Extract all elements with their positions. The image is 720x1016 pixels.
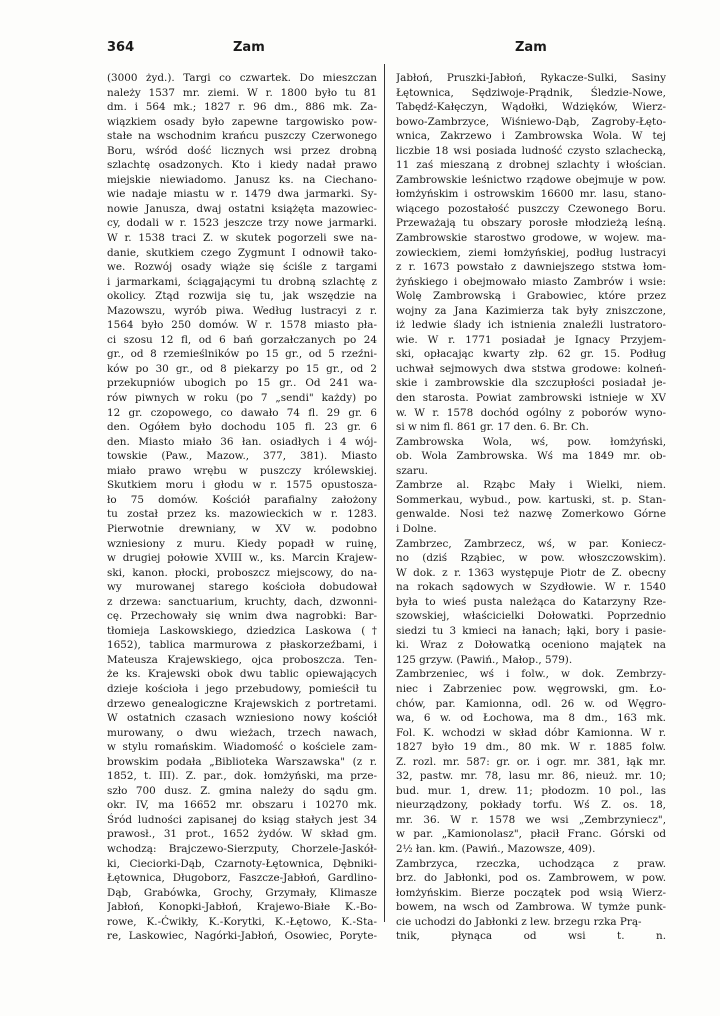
text-line: wiązkiem osady było zapewne targowisko pow-	[107, 115, 377, 128]
text-line: wa, 6 w. od Łochowa, ma 8 dm., 163 mk.	[396, 712, 666, 725]
text-line: re, Laskowiec, Nagórki-Jabłoń, Osowiec, Poryte-	[107, 930, 377, 943]
page-number: 364	[107, 40, 135, 55]
text-line: 1564 było 250 domów. W r. 1578 miasto pła-	[107, 319, 377, 332]
text-line: w par. „Kamionolasz", płacił Franc. Górski od	[396, 828, 666, 841]
text-line: i Dolne.	[396, 522, 437, 535]
text-line: den. Miasto miało 36 łan. osiadłych i 4 wój-	[107, 435, 377, 448]
text-line: Zambrze al. Rząbc Mały i Wielki, niem.	[396, 479, 666, 492]
text-line: W r. 1538 traci Z. w skutek pogorzeli swe na-	[107, 232, 377, 245]
left-column	[107, 71, 377, 944]
text-line: W dok. z r. 1363 występuje Piotr de Z. obecny	[396, 566, 666, 579]
text-line: tłomieja Laskowskiego, dziedzica Laskowa (†	[107, 624, 377, 637]
text-line: ło 75 domów. Kościół parafialny założony	[107, 493, 377, 506]
text-line: Zambrzec, Zambrzecz, wś, w par. Koniecz-	[396, 537, 666, 550]
right-running-head: Zam	[515, 40, 547, 55]
text-line: wie. W r. 1771 posiadał je Ignacy Przyjem-	[396, 333, 666, 346]
text-line: den starosta. Powiat zambrowski istnieje w XV	[396, 392, 666, 405]
text-line: żyńskiego i obejmowało miasto Zambrów i wsie:	[396, 275, 666, 288]
text-line: ob. Wola Zambrowska. Wś ma 1849 mr. ob-	[396, 450, 666, 463]
text-line: skie i zambrowskie dla szczupłości posiadał je-	[396, 377, 666, 390]
text-line: wojny za Jana Kazimierza tak były zniszczone,	[396, 304, 666, 317]
text-line: ków po 30 gr., od 8 piekarzy po 15 gr., od 2	[107, 362, 377, 375]
text-line: (3000 żyd.). Targi co czwartek. Do mieszczan	[107, 72, 377, 84]
text-line: nieurządzony, pokłady torfu. Wś Z. os. 18,	[396, 799, 666, 812]
text-line: towskie (Paw., Mazow., 377, 381). Miasto	[107, 450, 377, 463]
text-line: Tabędź-Kałęczyn, Wądołki, Wdzięków, Wierz-	[396, 101, 666, 114]
text-line: si w nim fl. 861 gr. 17 den. 6. Br. Ch.	[396, 421, 589, 434]
text-line: ski, opłacając kwarty złp. 62 gr. 15. Podług	[396, 348, 666, 361]
text-line: Boru, wśród dość licznych wsi przez drobną	[107, 144, 377, 157]
text-line: łomżyńskim. Bierze początek pod wsią Wierz-	[396, 886, 666, 899]
text-line: Przeważają tu obszary porosłe młodzieżą leśną.	[396, 217, 666, 230]
text-line: iż ledwie ślady ich istnienia znaleźli lustratoro-	[396, 319, 666, 332]
text-line: liczbie 18 wsi posiada ludność czysto szlachecką,	[396, 144, 666, 157]
text-line: miejskie niewiadomo. Janusz ks. na Ciechano-	[107, 173, 377, 186]
text-line: Śród ludności zapisanej do ksiąg stałych jest 34	[107, 813, 377, 826]
text-line: Zambrzyca, rzeczka, uchodząca z praw.	[396, 857, 666, 870]
text-line: dm. i 564 mk.; 1827 r. 96 dm., 886 mk. Za-	[107, 101, 377, 114]
text-line: Mazowszu, wyrób piwa. Według lustracyi z r.	[107, 304, 377, 317]
text-line: wy murowanej starego kościoła dobudował	[107, 581, 377, 594]
column-divider	[384, 64, 385, 922]
text-line: dzieje kościoła i jego przebudowy, pomieścił tu	[107, 682, 377, 695]
text-line: Jabłoń, Pruszki-Jabłoń, Rykacze-Sulki, Sasiny	[396, 72, 666, 84]
text-line: Łętownica, Sędziwoje-Prądnik, Śledzie-Nowe,	[396, 86, 666, 99]
text-line: no (dziś Rząbiec, w pow. włoszczowskim).	[396, 552, 666, 565]
text-line: 125 grzyw. (Pawiń., Małop., 579).	[396, 653, 573, 666]
text-line: szło 700 dusz. Z. gmina należy do sądu gm.	[107, 784, 377, 797]
text-line: cy, dodali w r. 1523 jeszcze trzy nowe jarmarki.	[107, 217, 377, 230]
text-line: we. Rozwój osady wiąże się ściśle z targami	[107, 261, 377, 274]
text-line: siedzi tu 3 kmieci na łanach; łąki, bory i pasie-	[396, 624, 666, 637]
text-line: den. Ogółem było dochodu 105 fl. 23 gr. 6	[107, 421, 377, 434]
text-line: szaru.	[396, 464, 428, 477]
text-line: przekupniów ubogich po 15 gr.. Od 241 wa-	[107, 377, 377, 390]
text-line: była to wieś pusta należąca do Katarzyny Rze-	[396, 595, 666, 608]
text-line: ki, Cieciorki-Dąb, Czarnoty-Łętownica, Dębniki-	[107, 857, 377, 870]
text-line: Zambrowskie leśnictwo rządowe obejmuje w pow.	[396, 173, 666, 186]
text-line: szlachtę osadzonych. Kto i kiedy nadał prawo	[107, 159, 377, 172]
text-line: 32, pastw. mr. 78, lasu mr. 86, nieuż. mr. 10;	[396, 770, 666, 783]
text-line: Zambrzeniec, wś i folw., w dok. Zembrzy-	[396, 668, 666, 681]
text-line: Zambrowskie starostwo grodowe, w wojew. ma-	[396, 232, 666, 245]
text-line: miało prawo wrębu w puszczy królewskiej.	[107, 464, 377, 477]
text-line: Fol. K. wchodzi w skład dóbr Kamionna. W r.	[396, 726, 666, 739]
text-line: brz. do Jabłonki, pod os. Zambrowem, w pow.	[396, 872, 666, 885]
text-line: rów piwnych w roku (po 7 „sendi" każdy) po	[107, 392, 377, 405]
text-line: wiącego pozostałość puszczy Czewonego Boru.	[396, 202, 666, 215]
text-line: w. W r. 1578 dochód ogólny z poborów wyno-	[396, 406, 666, 419]
text-line: gr., od 8 rzemieślników po 15 gr., od 5 rzeźni-	[107, 348, 377, 361]
text-line: mr. 36. W r. 1578 we wsi „Zembrzyniecz",	[396, 813, 666, 826]
text-line: Skutkiem moru i głodu w r. 1575 opustosza-	[107, 479, 377, 492]
text-line: na rokach sądowych w Szydłowie. W r. 1540	[396, 581, 666, 594]
text-line: 2½ łan. km. (Pawiń., Mazowsze, 409).	[396, 842, 596, 855]
text-line: okolicy. Ztąd rozwija się tu, jak wszędzie na	[107, 290, 377, 303]
text-line: cę. Przechowały się wnim dwa nagrobki: Bar-	[107, 610, 377, 623]
text-line: i jarmarkami, ściągającymi tu drobną szlachtę z	[107, 275, 377, 288]
text-line: stałe na wschodnim krańcu puszczy Czerwonego	[107, 130, 377, 143]
right-column	[396, 71, 666, 944]
text-line: łomżyńskim i ostrowskim 16600 mr. lasu, stano-	[396, 188, 666, 201]
text-line: drzewo genealogiczne Krajewskich z portretami.	[107, 697, 377, 710]
text-line: Z. rozl. mr. 587: gr. or. i ogr. mr. 381, łąk mr.	[396, 755, 666, 768]
text-line: uchwał sejmowych dwa ststwa grodowe: kolneń-	[396, 362, 666, 375]
text-line: danie, skutkiem czego Zygmunt I odnowił tako-	[107, 246, 377, 259]
text-line: murowany, o dwu wieżach, trzech nawach,	[107, 726, 377, 739]
text-line: Łętownica, Długoborz, Faszcze-Jabłoń, Gardlino-	[107, 872, 377, 885]
text-line: z r. 1673 powstało z dawniejszego ststwa łom-	[396, 261, 666, 274]
text-line: niec i Zabrzeniec pow. węgrowski, gm. Ło-	[396, 682, 666, 695]
text-line: nowie Janusza, dwaj ostatni książęta mazowiec-	[107, 202, 377, 215]
left-running-head: Zam	[233, 40, 265, 55]
text-line: 11 zaś mieszaną z drobnej szlachty i włościan.	[396, 159, 666, 172]
text-line: Jabłoń, Konopki-Jabłoń, Krajewo-Białe K.-Bo-	[107, 901, 377, 914]
text-line: cie uchodzi do Jabłonki z lew. brzegu rzka Prą-	[396, 915, 642, 928]
text-line: należy 1537 mr. ziemi. W r. 1800 było tu 81	[107, 86, 377, 99]
text-line: Mateusza Krajewskiego, ojca proboszcza. Ten-	[107, 653, 377, 666]
text-line: szowskiej, właścicielki Dołowatki. Poprzednio	[396, 610, 666, 623]
text-line: zowieckiem, ziemi łomżyńskiej, podług lustracyi	[396, 246, 666, 259]
text-line: w stylu romańskim. Wiadomość o kościele zam-	[107, 741, 377, 754]
text-line: że ks. Krajewski obok dwu tablic opiewających	[107, 668, 377, 681]
text-line: prawosł., 31 prot., 1652 żydów. W skład gm.	[107, 828, 377, 841]
text-line: tnik, płynąca od wsi t. n.	[396, 930, 666, 943]
text-line: genwalde. Nosi też nazwę Zomerkowo Górne	[396, 508, 666, 521]
text-line: 1852, t. III). Z. par., dok. łomżyński, ma prze-	[107, 770, 377, 783]
text-line: 12 gr. czopowego, co dawało 74 fl. 29 gr. 6	[107, 406, 377, 419]
text-line: ci szosu 12 fl, od 6 bań gorzałczanych po 24	[107, 333, 377, 346]
text-line: Wolę Zambrowską i Grabowiec, które przez	[396, 290, 666, 303]
text-line: wzniesiony z muru. Kiedy popadł w ruinę,	[107, 537, 377, 550]
text-line: browskim podała „Biblioteka Warszawska" (z r.	[107, 755, 377, 768]
text-line: tu został przez ks. mazowieckich w r. 1283.	[107, 508, 377, 521]
text-line: rowe, K.-Ćwikły, K.-Korytki, K.-Łętowo, K.-Sta-	[107, 915, 377, 928]
text-line: Zambrowska Wola, wś, pow. łomżyński,	[396, 435, 666, 448]
text-line: chów, par. Kamionna, odl. 26 w. od Węgro-	[396, 697, 666, 710]
text-line: w drugiej połowie XVIII w., ks. Marcin Krajew-	[107, 552, 377, 565]
text-line: 1652), tablica marmurowa z płaskorzeźbami, i	[107, 639, 377, 652]
text-line: ski, kanon. płocki, proboszcz miejscowy, do na-	[107, 566, 377, 579]
text-line: bud. mur. 1, drew. 11; płodozm. 10 pol., las	[396, 784, 666, 797]
text-line: wchodzą: Brajczewo-Sierzputy, Chorzele-Jaskół-	[107, 842, 377, 855]
text-line: Sommerkau, wybud., pow. kartuski, st. p. Stan-	[396, 493, 666, 506]
text-line: wnica, Zakrzewo i Zambrowska Wola. W tej	[396, 130, 666, 143]
text-line: ki. Wraz z Dołowatką oceniono majątek na	[396, 639, 666, 652]
text-line: W ostatnich czasach wzniesiono nowy kościół	[107, 712, 377, 725]
text-line: 1827 było 19 dm., 80 mk. W r. 1885 folw.	[396, 741, 666, 754]
text-line: Dąb, Grabówka, Grochy, Grzymały, Klimasze	[107, 886, 377, 899]
text-line: bowo-Zambrzyce, Wiśniewo-Dąb, Zagroby-Łęto-	[396, 115, 666, 128]
text-line: bowem, na wsch od Zambrowa. W tymże punk-	[396, 901, 666, 914]
text-line: z drzewa: sanctuarium, kruchty, dach, dzwonni-	[107, 595, 377, 608]
text-line: Pierwotnie drewniany, w XV w. podobno	[107, 522, 377, 535]
text-line: wie nadaje miastu w r. 1479 dwa jarmarki. Sy-	[107, 188, 377, 201]
text-line: okr. IV, ma 16652 mr. obszaru i 10270 mk.	[107, 799, 377, 812]
